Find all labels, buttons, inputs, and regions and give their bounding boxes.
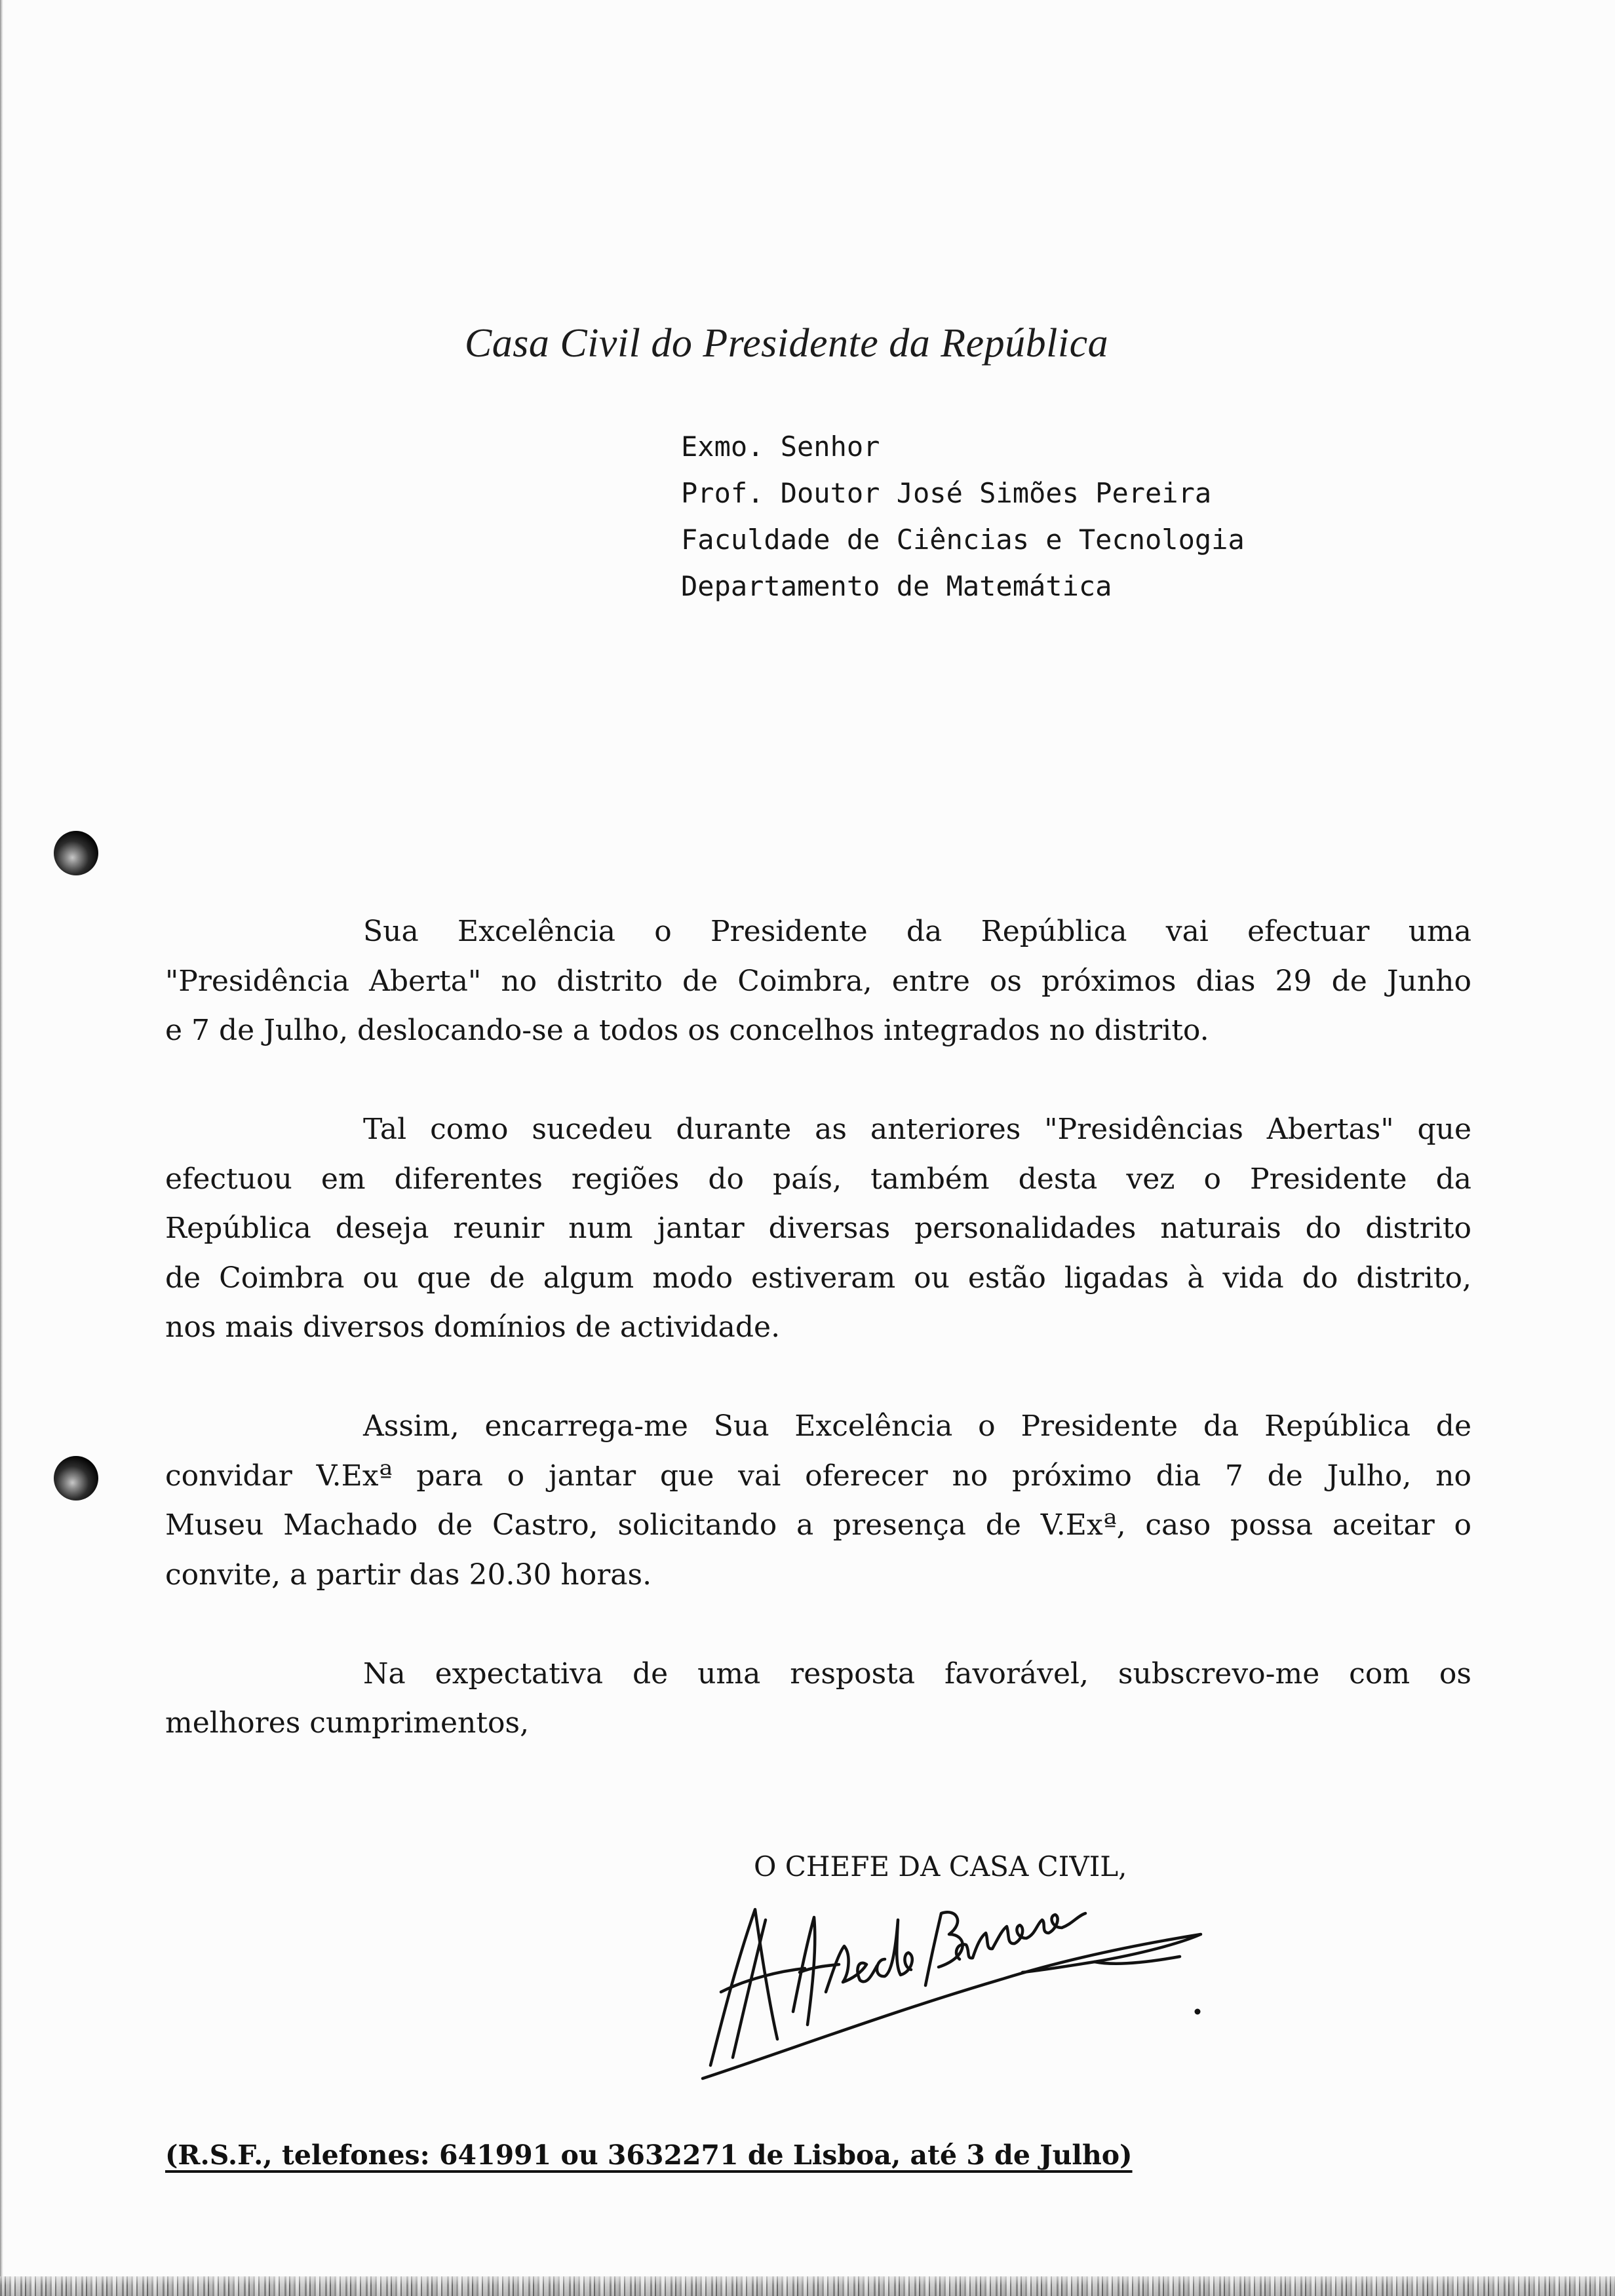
signature-dot bbox=[1195, 2009, 1201, 2015]
scan-edge-artifact bbox=[0, 2276, 1615, 2296]
body-line: Sua Excelência o Presidente da República vai efectuar uma bbox=[363, 915, 1471, 948]
signature-stroke bbox=[710, 1909, 777, 2065]
signature-stroke bbox=[733, 1920, 766, 2057]
body-line: Tal como sucedeu durante as anteriores "Presidências Abertas" que bbox=[363, 1113, 1471, 1146]
scan-page-edge bbox=[0, 0, 3, 2296]
letter-body bbox=[165, 907, 1471, 1797]
paragraph bbox=[165, 1105, 1471, 1352]
body-line: de Coimbra ou que de algum modo estiveram ou estão ligadas à vida do distrito, bbox=[165, 1261, 1471, 1295]
signature-stroke bbox=[703, 1934, 1201, 2078]
recipient-line: Departamento de Matemática bbox=[681, 570, 1112, 602]
body-line: Assim, encarrega-me Sua Excelência o Presidente da República de bbox=[363, 1409, 1471, 1443]
recipient-line: Faculdade de Ciências e Tecnologia bbox=[681, 524, 1245, 556]
paragraph bbox=[165, 907, 1471, 1056]
footer-note: (R.S.F., telefones: 641991 ou 3632271 de Lisboa, até 3 de Julho) bbox=[165, 2139, 1133, 2171]
letterhead: Casa Civil do Presidente da República bbox=[464, 321, 1109, 366]
body-line: "Presidência Aberta" no distrito de Coimbra, entre os próximos dias 29 de Junho bbox=[165, 964, 1471, 998]
body-line: e 7 de Julho, deslocando-se a todos os concelhos integrados no distrito. bbox=[165, 1014, 1209, 1047]
body-line: República deseja reunir num jantar diversas personalidades naturais do distrito bbox=[165, 1212, 1471, 1245]
body-line: Museu Machado de Castro, solicitando a presença de V.Exª, caso possa aceitar o bbox=[165, 1508, 1471, 1542]
signature-stroke bbox=[826, 1946, 877, 1992]
body-line: convidar V.Exª para o jantar que vai oferecer no próximo dia 7 de Julho, no bbox=[165, 1459, 1471, 1493]
body-line: efectuou em diferentes regiões do país, também desta vez o Presidente da bbox=[165, 1162, 1471, 1196]
punch-hole bbox=[54, 1456, 98, 1501]
signature-stroke bbox=[956, 1913, 1085, 1959]
punch-hole bbox=[54, 831, 98, 875]
paragraph bbox=[165, 1649, 1471, 1748]
recipient-line: Prof. Doutor José Simões Pereira bbox=[681, 477, 1212, 509]
body-line: nos mais diversos domínios de actividade. bbox=[165, 1311, 781, 1344]
signature-stroke bbox=[877, 1920, 912, 1976]
body-line: melhores cumprimentos, bbox=[165, 1706, 530, 1740]
closing-title: O CHEFE DA CASA CIVIL, bbox=[754, 1850, 1127, 1883]
recipient-address bbox=[681, 423, 1245, 609]
body-line: Na expectativa de uma resposta favorável, subscrevo-me com os bbox=[363, 1656, 1471, 1691]
paragraph bbox=[165, 1402, 1471, 1599]
recipient-line: Exmo. Senhor bbox=[681, 430, 880, 463]
body-line: convite, a partir das 20.30 horas. bbox=[165, 1558, 652, 1592]
handwritten-signature bbox=[695, 1894, 1219, 2090]
